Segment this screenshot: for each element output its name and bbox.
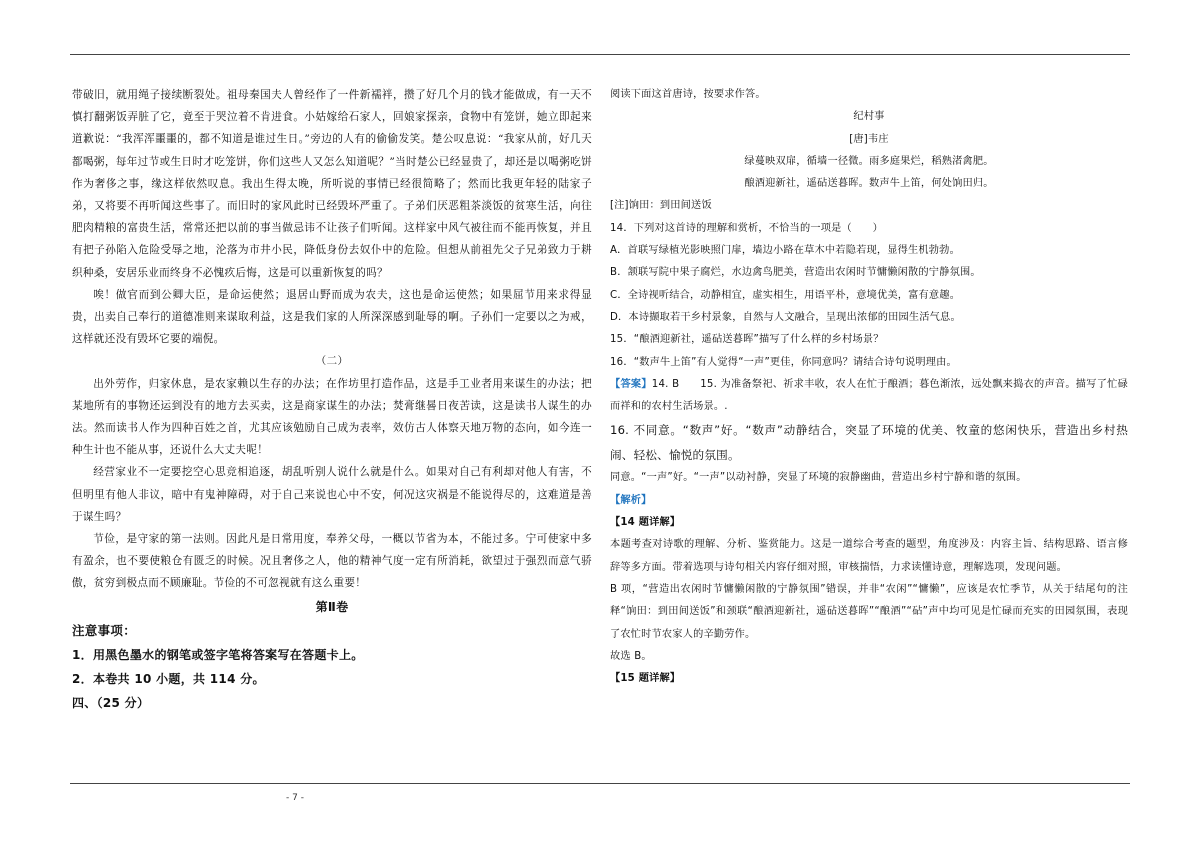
question-14: 14．下列对这首诗的理解和赏析，不恰当的一项是（ ） — [610, 222, 884, 234]
paragraph-2: 唉！做官而到公卿大臣，是命运使然；退居山野而成为农夫，这也是命运使然；如果屈节用来求得显贵，出卖自己奉行的道德准则来谋取利益，这是我们家的人所深深感到耻辱的啊。子孙们一定要以之为戒，这样就还没有毁坏它要的端倪。 — [72, 288, 592, 346]
detail-15-heading: 【15 题详解】 — [610, 673, 681, 685]
analysis-block — [610, 490, 1128, 512]
answer-14-15: 14. B 15. 为准备祭祀、祈求丰收，农人在忙于酿酒；暮色渐浓，远处飘来捣衣的声音。描写了忙碌而祥和的农村生活场景。. — [610, 378, 1128, 413]
question-intro: 阅读下面这首唐诗，按要求作答。 — [610, 89, 766, 100]
poem-title: 纪村事 — [853, 111, 885, 123]
section-2-title: （二） — [315, 355, 349, 368]
top-rule — [70, 54, 1130, 55]
answer-tag: 【答案】 — [610, 378, 652, 390]
question-14-option-d: D．本诗撷取若干乡村景象，自然与人文融合，呈现出浓郁的田园生活气息。 — [610, 311, 961, 323]
section-4-heading: 四、（25 分） — [72, 695, 150, 710]
paragraph-4: 经营家业不一定要挖空心思竞相追逐，胡乱听别人说什么就是什么。如果对自己有利却对他人有害，不但明里有他人非议，暗中有鬼神障碍，对于自己来说也心中不安，何况这灾祸是不能说得尽的，这难道是善于谋生吗？ — [72, 466, 592, 523]
answer-16-alt: 同意。“一声”好。“一声”以动衬静，突显了环境的寂静幽曲，营造出乡村宁静和谐的氛围。 — [610, 472, 1027, 484]
paragraph-1: 带破旧，就用绳子接续断裂处。祖母秦国夫人曾经作了一件新襦袢，攒了好几个月的钱才能做成，有一天不慎打翻粥饭弄脏了它，竟至于哭泣着不肯进食。小姑嫁给石家人，回娘家探亲，食物中有笼饼，她立即起来道歉说：“我浑浑噩噩的，都不知道是谁过生日。”旁边的人有的偷偷发笑。楚公叹息说：“我家从前，好几天都喝粥，每年过节或生日时才吃笼饼，你们这些人又怎么知道呢？”当时楚公已经显贵了，却还是以喝粥吃饼作为奢侈之事，缘这样依然叹息。我出生得太晚，所听说的事情已经很简略了；然而比我更年轻的陆家子弟，又将要不再听闻这些事了。而旧时的家风此时已经毁坏严重了。子弟们厌恶粗茶淡饭的贫寒生活，向往肥肉精粮的富贵生活，常常还把以前的事当做忌讳不让孩子们听闻。这样家中风气被往而不能再恢复，并且有把子孙陷入危险受辱之地，沦落为市井小民，降低身份去奴仆中的危险。但想从前祖先父子兄弟致力于耕织种桑，安居乐业而终身不必愧疚后悔，这是可以重新恢复的吗？ — [72, 89, 592, 279]
explanation-1: 本题考查对诗歌的理解、分析、鉴赏能力。这是一道综合考查的题型，角度涉及：内容主旨、结构思路、语言修辞等多方面。带着选项与诗句相关内容仔细对照，审核揣悟，力求读懂诗意，理解选项，发现问题。 — [610, 539, 1128, 573]
note-1: 1．用黑色墨水的钢笔或签字笔将答案写在答题卡上。 — [72, 647, 364, 662]
note-2: 2．本卷共 10 小题，共 114 分。 — [72, 671, 265, 686]
bottom-rule — [70, 783, 1130, 784]
question-15: 15．“酿酒迎新社，遥砧送暮晖”描写了什么样的乡村场景？ — [610, 334, 884, 346]
question-14-option-a: A．首联写绿植光影映照门扉，墙边小路在草木中若隐若现，显得生机勃勃。 — [610, 245, 960, 257]
answer-16: 16. 不同意。“数声”好。“数声”动静结合，突显了环境的优美、牧童的悠闲快乐，营造出乡村热闹、轻松、愉悦的氛围。 — [610, 423, 1128, 462]
left-column — [72, 84, 592, 715]
explanation-2: B 项，“营造出农闲时节慵懒闲散的宁静氛围”错误，并非“农闲”“慵懒”，应该是农忙季节，从关于结尾句的注释“饷田：到田间送饭”和颈联“酿酒迎新社，遥砧送暮晖”“酿酒”“砧”声中均可见是忙碌而充实的田园氛围，表现了农忙时节农家人的辛勤劳作。 — [610, 583, 1128, 640]
answer-block — [610, 374, 1128, 419]
question-14-option-b: B．颔联写院中果子腐烂，水边禽鸟肥美，营造出农闲时节慵懒闲散的宁静氛围。 — [610, 267, 981, 279]
question-16: 16．“数声牛上笛”有人觉得“一声”更佳，你同意吗？请结合诗句说明理由。 — [610, 356, 957, 368]
poem-line-2: 酿酒迎新社，遥砧送暮晖。数声牛上笛，何处饷田归。 — [744, 178, 994, 190]
poem-note: [注]饷田：到田间送饭 — [610, 200, 712, 212]
page-number: - 7 - — [286, 793, 304, 803]
question-14-option-c: C．全诗视听结合，动静相宜，虚实相生，用语平朴，意境优美，富有意趣。 — [610, 289, 961, 301]
paragraph-3: 出外劳作，归家休息，是农家赖以生存的办法；在作坊里打造作品，这是手工业者用来谋生的办法；把某地所有的事物还运到没有的地方去买卖，这是商家谋生的办法；焚膏继晷日夜苦读，这是读书人谋生的办法。然而读书人作为四种百姓之首，尤其应该勉励自己成为表率，效仿古人体察天地万物的态向，如今连一种生计也不能从事，还说什么大丈夫呢！ — [72, 377, 592, 457]
poem-line-1: 绿蔓映双扉，循墙一径微。雨多庭果烂，稻熟渚禽肥。 — [744, 155, 994, 167]
notes-heading: 注意事项： — [72, 622, 137, 638]
explanation-3: 故选 B。 — [610, 650, 652, 662]
part-title: 第Ⅱ卷 — [315, 599, 349, 614]
analysis-tag: 【解析】 — [610, 494, 652, 506]
poem-author: [唐]韦庄 — [849, 133, 889, 145]
detail-14-heading: 【14 题详解】 — [610, 517, 681, 529]
paragraph-5: 节俭，是守家的第一法则。因此凡是日常用度，奉养父母，一概以节省为本，不能过多。宁可使家中多有盈余，也不要使粮仓有匮乏的时候。况且奢侈之人，他的精神气度一定有所消耗，欲望过于强烈而意气骄傲，贫穷到极点而不顾廉耻。节俭的不可忽视就有这么重要！ — [72, 533, 592, 590]
right-column — [610, 84, 1128, 690]
